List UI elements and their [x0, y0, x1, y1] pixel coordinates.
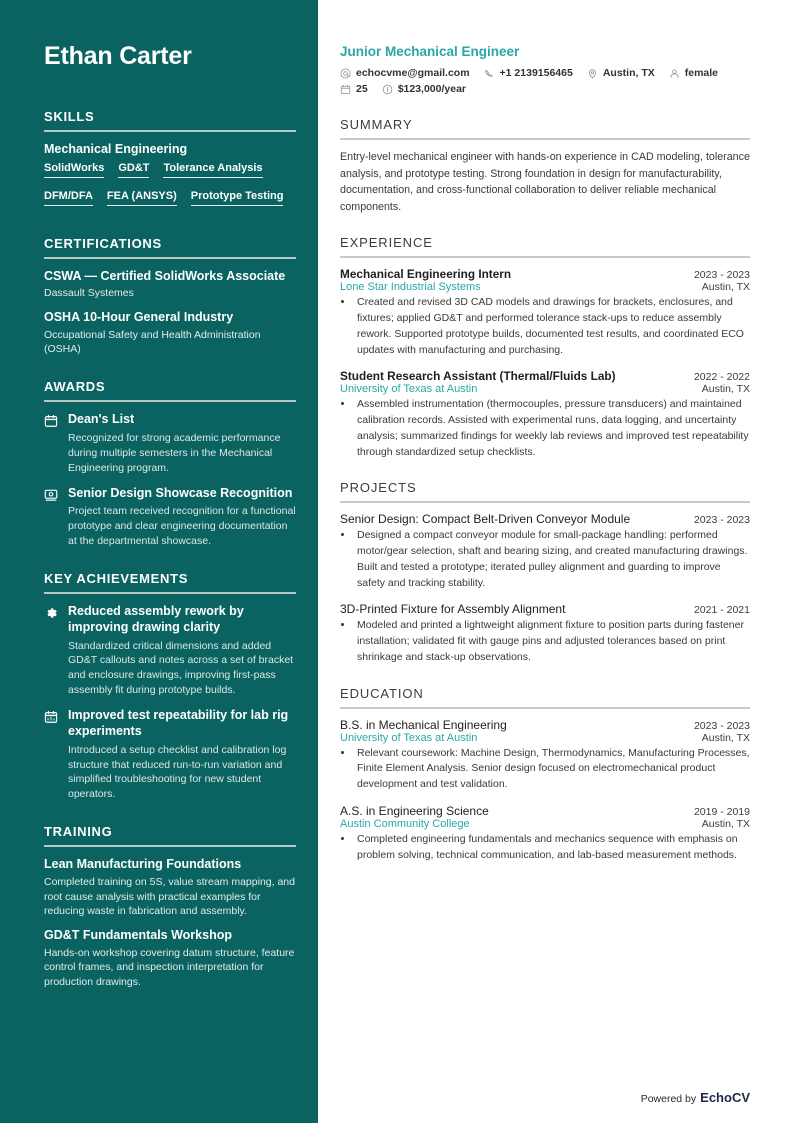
certification-issuer: Dassault Systemes: [44, 287, 134, 300]
skill-tag: DFM/DFA: [44, 190, 93, 206]
bullet: • Relevant coursework: Machine Design, Thermodynamics, Manufacturing Processes, Finite Element Analysis. Senior design focused on electromechanical product development and test validation.: [354, 746, 750, 793]
section-title-projects: PROJECTS: [340, 480, 417, 496]
education-location: Austin, TX: [701, 731, 750, 744]
section-divider: [44, 130, 296, 132]
contact-gender-value: female: [684, 67, 719, 79]
achievement-title: Improved test repeatability for lab rig experiments: [68, 708, 289, 738]
project-dates: 2021 - 2021: [693, 604, 750, 617]
calendar-icon: [44, 412, 59, 475]
gear-icon: [44, 604, 59, 698]
location-icon: [587, 68, 598, 79]
education-subheader: [340, 818, 750, 830]
experience-item: [340, 369, 750, 460]
experience-organization: Lone Star Industrial Systems: [340, 281, 481, 294]
contact-age-value: 25: [356, 83, 368, 95]
info-icon: [382, 84, 393, 95]
training-description: Hands-on workshop covering datum structure, feature control frames, and inspection interpretation for production drawings.: [44, 946, 295, 988]
section-projects: [340, 480, 750, 665]
education-item: [340, 718, 750, 793]
section-divider: [340, 501, 750, 503]
section-title-summary: SUMMARY: [340, 117, 413, 132]
bullet: • Modeled and printed a lightweight alignment fixture to position parts during fastener installation; validated fit with gauge pins and adjusted tolerances based on print shrinkage and stack-up observations.: [354, 618, 750, 665]
summary-text: Entry-level mechanical engineer with hands-on experience in CAD modeling, tolerance analysis, and prototype testing. Strong foundation in design for manufacturability, documentation, and cross-functional collaboration to deliver reliable mechanical components.: [340, 151, 750, 213]
experience-role: Student Research Assistant (Thermal/Fluids Lab): [340, 369, 616, 384]
education-header: [340, 718, 750, 732]
sidebar-section-certifications: [44, 236, 296, 357]
section-divider: [44, 257, 296, 259]
section-divider: [44, 592, 296, 594]
contact-phone-value: +1 2139156465: [499, 67, 573, 79]
contact-location-value: Austin, TX: [602, 67, 655, 79]
main-column: [318, 0, 794, 1123]
certification-issuer: Occupational Safety and Health Administration (OSHA): [44, 328, 261, 356]
achievement-item: [44, 604, 296, 698]
calendar-icon: [340, 84, 351, 95]
education-degree: B.S. in Mechanical Engineering: [340, 717, 507, 732]
experience-header: [340, 369, 750, 383]
experience-item: [340, 267, 750, 358]
experience-role: Mechanical Engineering Intern: [340, 267, 512, 282]
award-description: Project team received recognition for a functional prototype and clear engineering documentation at the departmental showcase.: [68, 505, 296, 548]
section-divider: [44, 845, 296, 847]
skill-tag: FEA (ANSYS): [107, 190, 177, 206]
project-item: [340, 512, 750, 591]
education-subheader: [340, 732, 750, 744]
training-description: Completed training on 5S, value stream mapping, and root cause analysis with practical examples for reducing waste in fabrication and assembly.: [44, 875, 295, 918]
project-header: [340, 602, 750, 616]
education-dates: 2019 - 2019: [693, 805, 750, 818]
section-divider: [340, 256, 750, 258]
contact-gender: [669, 67, 718, 79]
experience-header: [340, 267, 750, 281]
education-header: [340, 804, 750, 818]
contact-row-secondary: [340, 83, 750, 95]
education-dates: 2023 - 2023: [693, 719, 750, 732]
calendar-chart-icon: [44, 708, 59, 802]
skill-tag: Tolerance Analysis: [163, 162, 262, 178]
experience-bullets: [354, 397, 750, 460]
sidebar-section-training: [44, 824, 296, 989]
presentation-icon: [44, 486, 59, 549]
award-title: Dean's List: [68, 412, 135, 427]
award-description: Recognized for strong academic performance during multiple semesters in the Mechanical Engineering program.: [68, 431, 281, 474]
experience-subheader: [340, 383, 750, 395]
bullet: • Designed a compact conveyor module for small-package handling: performed motor/gear selection, shaft and bearing sizing, and created manufacturing drawings. Built and tested a prototype; iterated pulley alignment and guarding to improve safety and tracking stability.: [354, 528, 750, 591]
training-item: [44, 928, 296, 990]
education-item: [340, 804, 750, 864]
training-item: [44, 857, 296, 919]
certification-title: OSHA 10-Hour General Industry: [44, 310, 234, 325]
bullet: • Assembled instrumentation (thermocouples, pressure transducers) and maintained calibration records. Assisted with experimental runs, data logging, and uncertainty analysis; summarized findings for weekly lab reviews and improved test repeatability through standardized setup checklists.: [354, 397, 750, 460]
section-divider: [340, 707, 750, 709]
award-title: Senior Design Showcase Recognition: [68, 485, 293, 500]
phone-icon: [484, 68, 495, 79]
education-bullets: [354, 746, 750, 793]
award-item: [44, 486, 296, 549]
section-divider: [44, 400, 296, 402]
section-divider: [340, 138, 750, 140]
certification-item: [44, 269, 296, 301]
section-education: [340, 686, 750, 864]
section-title-education: EDUCATION: [340, 685, 424, 701]
education-institution: Austin Community College: [340, 817, 470, 830]
project-title: 3D-Printed Fixture for Assembly Alignment: [340, 602, 566, 617]
contact-salary: [382, 83, 466, 95]
experience-subheader: [340, 281, 750, 293]
project-dates: 2023 - 2023: [693, 514, 750, 527]
skill-tag: Prototype Testing: [191, 190, 284, 206]
education-degree: A.S. in Engineering Science: [340, 803, 489, 818]
certification-item: [44, 310, 296, 357]
certification-title: CSWA — Certified SolidWorks Associate: [44, 268, 286, 283]
education-bullets: [354, 832, 750, 864]
candidate-name: Ethan Carter: [44, 42, 192, 70]
project-title: Senior Design: Compact Belt-Driven Conveyor Module: [340, 512, 631, 527]
section-summary: [340, 117, 750, 215]
education-location: Austin, TX: [701, 817, 750, 830]
footer-branding: [641, 1090, 750, 1105]
section-title-training: TRAINING: [44, 824, 113, 840]
skill-tag-list: [44, 162, 300, 214]
footer-prefix: Powered by: [640, 1093, 697, 1105]
experience-location: Austin, TX: [701, 383, 750, 396]
achievement-item: [44, 708, 296, 802]
sidebar-section-skills: [44, 109, 296, 214]
section-title-experience: EXPERIENCE: [340, 235, 433, 251]
project-bullets: [354, 618, 750, 665]
section-title-skills: SKILLS: [44, 108, 95, 124]
email-icon: [340, 68, 351, 79]
bullet: • Completed engineering fundamentals and mechanics sequence with emphasis on problem solving, technical communication, and lab-based measurement methods.: [354, 832, 750, 864]
contact-age: [340, 83, 368, 95]
skill-tag: GD&T: [118, 162, 149, 178]
contact-block: [340, 67, 750, 95]
headline-job-title: Junior Mechanical Engineer: [340, 44, 520, 59]
contact-salary-value: $123,000/year: [397, 83, 467, 95]
project-item: [340, 602, 750, 665]
skill-tag: SolidWorks: [44, 162, 104, 178]
experience-bullets: [354, 295, 750, 358]
person-icon: [669, 68, 680, 79]
contact-email-value: echocvme@gmail.com: [356, 67, 470, 79]
contact-row-primary: [340, 67, 750, 79]
section-title-certifications: CERTIFICATIONS: [44, 235, 162, 251]
footer-brand: EchoCV: [700, 1090, 750, 1105]
section-experience: [340, 235, 750, 460]
achievement-description: Introduced a setup checklist and calibration log structure that reduced run-to-run variation and simplified troubleshooting for new student operators.: [68, 743, 287, 801]
project-header: [340, 512, 750, 526]
experience-dates: 2023 - 2023: [693, 269, 750, 282]
experience-location: Austin, TX: [701, 281, 750, 294]
section-title-awards: AWARDS: [44, 379, 106, 395]
project-bullets: [354, 528, 750, 591]
contact-email[interactable]: [340, 67, 470, 79]
education-institution: University of Texas at Austin: [340, 731, 478, 744]
sidebar-section-awards: [44, 379, 296, 549]
achievement-title: Reduced assembly rework by improving drawing clarity: [68, 604, 244, 634]
achievement-description: Standardized critical dimensions and added GD&T callouts and notes across a set of bracket and enclosure drawings, improving first-pass assembly fit during prototype builds.: [68, 639, 294, 697]
contact-location: [587, 67, 655, 79]
experience-dates: 2022 - 2022: [693, 371, 750, 384]
experience-organization: University of Texas at Austin: [340, 383, 478, 396]
sidebar: [0, 0, 318, 1123]
contact-phone[interactable]: [484, 67, 573, 79]
skill-group-title: Mechanical Engineering: [44, 141, 188, 156]
bullet: • Created and revised 3D CAD models and drawings for brackets, enclosures, and fixtures; applied GD&T and performed tolerance stack-ups to reduce assembly rework. Supported prototype builds, documented test results, and coordinated ECO updates with manufacturing and purchasing.: [354, 295, 750, 358]
sidebar-section-key-achievements: [44, 571, 296, 802]
training-title: Lean Manufacturing Foundations: [44, 857, 242, 872]
section-title-key-achievements: KEY ACHIEVEMENTS: [44, 571, 189, 586]
award-item: [44, 412, 296, 475]
training-title: GD&T Fundamentals Workshop: [44, 927, 232, 942]
